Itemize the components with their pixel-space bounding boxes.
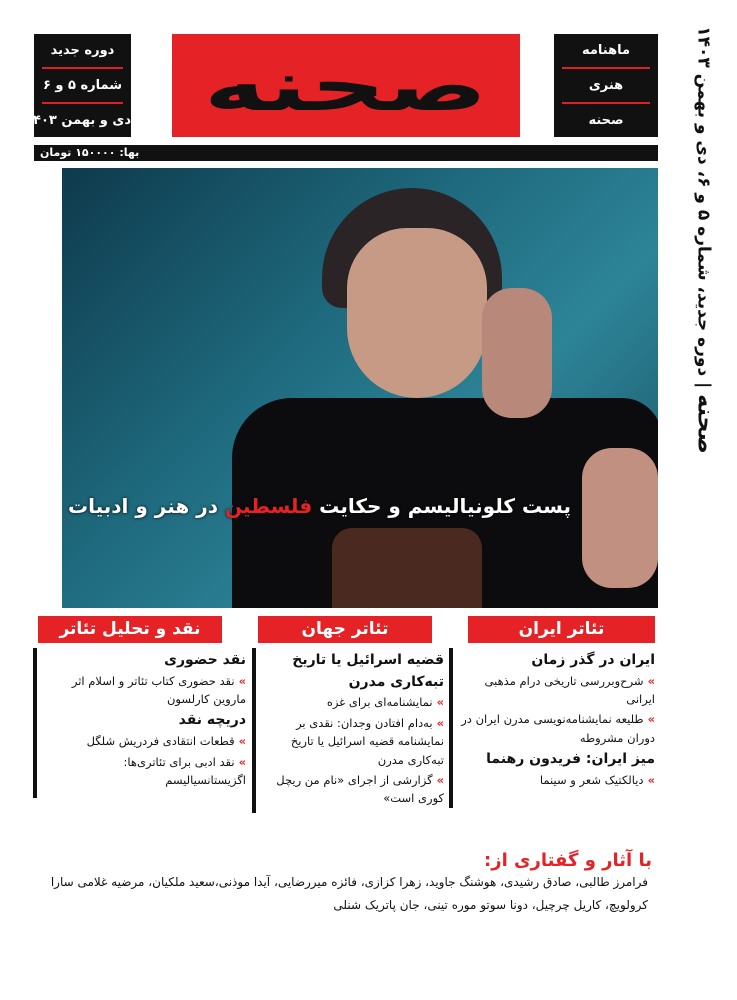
type-art: هنری [588, 78, 624, 93]
issue-number: شماره ۵ و ۶ [42, 78, 123, 93]
spine-text: دوره جدید، شماره ۵ و ۶، دی و بهمن ۱۴۰۳ [693, 26, 714, 377]
contributors [40, 850, 652, 917]
article-item: » دیالکتیک شعر و سینما [460, 771, 655, 789]
article-item: » نمایشنامه‌ای برای غزه [260, 693, 444, 711]
cover-photo [62, 168, 658, 608]
article-title: دریچه نقد [178, 712, 246, 729]
type-name: صحنه [588, 113, 624, 128]
article-item: » گزارشی از اجرای «نام من ریچل کوری است» [260, 771, 444, 808]
column-divider [252, 648, 256, 813]
section-header-iran-theatre: تئاتر ایران [468, 616, 655, 643]
column-divider [449, 648, 453, 808]
article-item: » به‌دام افتادن وجدان: نقدی بر نمایشنامه قضیه اسرائیل یا تاریخ تبه‌کاری مدرن [260, 714, 444, 769]
section-header-world-theatre: تئاتر جهان [258, 616, 432, 643]
article-item: » طلیعه نمایشنامه‌نویسی مدرن ایران در دوران مشروطه [460, 710, 655, 747]
issue-box [25, 34, 131, 137]
issue-series: دوره جدید [50, 43, 115, 58]
spine-logo: صحنه [692, 394, 718, 454]
magazine-type-box [554, 34, 658, 137]
article-title: ایران در گذر زمان [531, 652, 655, 668]
price-bar: بها: ۱۵۰۰۰۰ تومان [34, 145, 658, 161]
article-item: » نقد ادبی برای تئاتری‌ها: اگزیستانسیالیسم [40, 753, 246, 790]
type-monthly: ماهنامه [581, 43, 631, 58]
column-divider [33, 648, 37, 798]
article-title: میز ایران: فریدون رهنما [486, 751, 655, 768]
article-item: » شرح‌وبررسی تاریخی درام مذهبی ایرانی [460, 672, 655, 709]
article-title: نقد حضوری [164, 652, 246, 668]
column-world-theatre [260, 650, 444, 810]
magazine-logo: صحنه [172, 34, 520, 137]
cover-headline: پست کلونیالیسم و حکایت فلسطین در هنر و ادبیات [68, 494, 571, 518]
article-item: » قطعات انتقادی فردریش شلگل [40, 732, 246, 750]
contributors-names: فرامرز طالبی، صادق رشیدی، هوشنگ جاوید، زهرا کزازی، فائزه میررضایی، آیدا موذنی،سعید ملکیان، مرضیه غلامی سارا کرولویچ، کاریل چرچیل، دونا سوتو موره تینی، جان پاتریک شنلی [50, 875, 648, 912]
column-iran-theatre [460, 650, 655, 791]
article-item: » نقد حضوری کتاب تئاتر و اسلام اثر ماروین کارلسون [40, 672, 246, 709]
column-criticism [40, 650, 246, 791]
section-header-criticism: نقد و تحلیل تئاتر [38, 616, 222, 643]
issue-date: دی و بهمن ۱۴۰۳ [25, 113, 131, 128]
spine: صحنه | دوره جدید، شماره ۵ و ۶، دی و بهمن ۱۴۰۳ [692, 26, 718, 454]
article-title: قضیه اسرائیل یا تاریخ تبه‌کاری مدرن [292, 652, 444, 690]
contributors-title: با آثار و گفتاری از: [484, 850, 652, 871]
